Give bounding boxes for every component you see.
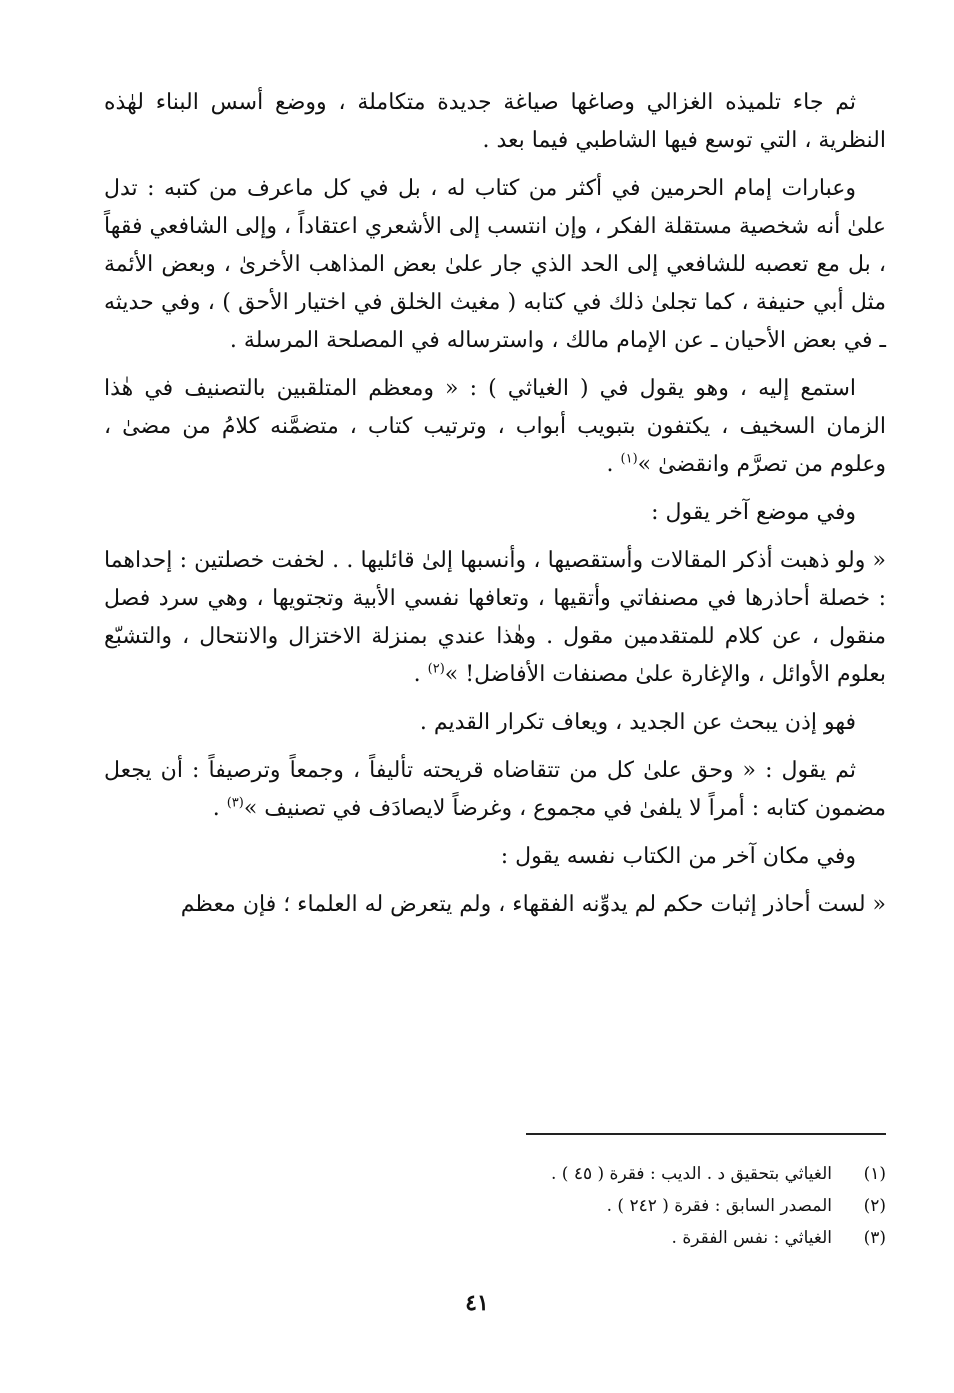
footnote xyxy=(104,1190,886,1222)
footnote-number: (٣) xyxy=(863,1228,886,1248)
footnote xyxy=(104,1158,886,1190)
footnote-number: (٢) xyxy=(863,1196,886,1216)
paragraph: فهو إذن يبحث عن الجديد ، ويعاف تكرار القديم . xyxy=(419,710,856,735)
footnote-separator xyxy=(526,1133,886,1135)
quote-paragraph: « لست أحاذر إثبات حكم لم يدوِّنه الفقهاء ، ولم يتعرض له العلماء ؛ فإن معظم xyxy=(180,892,886,917)
footnote xyxy=(104,1222,886,1254)
footnote-text: المصدر السابق : فقرة ( ٢٤٢ ) . xyxy=(606,1196,832,1216)
paragraph: ثم يقول : « وحق علىٰ كل من تتقاضاه قريحته تأليفاً ، وجمعاً وترصيفاً : أن يجعل مضمون كتابه : أمراً لا يلفىٰ في مجموع ، وغرضاً لايصادَف في تصنيف »$^{(٣)}$ . xyxy=(104,758,886,821)
paragraph: وعبارات إمام الحرمين في أكثر من كتاب له ، بل في كل ماعرف من كتبه : تدل علىٰ أنه شخصية مستقلة الفكر ، وإن انتسب إلى الأشعري اعتقاداً ، وإلى الشافعي فقهاً ، بل مع تعصبه للشافعي إلى الحد الذي جار علىٰ بعض المذاهب الأخرىٰ ، وبعض الأئمة مثل أبي حنيفة ، كما تجلىٰ ذلك في كتابه ( مغيث الخلق في اختيار الأحق ) ، وفي حديثه ـ في بعض الأحيان ـ عن الإمام مالك ، واسترساله في المصلحة المرسلة . xyxy=(104,176,886,353)
footnotes xyxy=(104,1158,886,1254)
paragraph: وفي مكان آخر من الكتاب نفسه يقول : xyxy=(500,844,856,869)
footnote-text: الغياثي بتحقيق د . الديب : فقرة ( ٤٥ ) . xyxy=(551,1164,832,1184)
footnote-ref[interactable]: (١) xyxy=(620,451,638,467)
main-text xyxy=(104,84,886,934)
footnote-text: الغياثي : نفس الفقرة . xyxy=(671,1228,832,1248)
quote-paragraph: « ولو ذهبت أذكر المقالات وأستقصيها ، وأنسبها إلىٰ قائليها . . لخفت خصلتين : إحداهما : خصلة أحاذرها في مصنفاتي وأتقيها ، وتعافها نفسي الأبية وتجتويها ، وهي سرد فصل منقول ، عن كلام للمتقدمين مقول . وهٰذا عندي بمنزلة الاختزال والانتحال ، والتشبّع بعلوم الأوائل ، والإغارة علىٰ مصنفات الأفاضل! »$^{(٢)}$ . xyxy=(104,548,886,687)
footnote-ref[interactable]: (٣) xyxy=(226,795,244,811)
footnote-number: (١) xyxy=(863,1164,886,1184)
footnote-ref[interactable]: (٢) xyxy=(427,661,445,677)
page-number: ٤١ xyxy=(465,1290,489,1316)
paragraph: وفي موضع آخر يقول : xyxy=(651,500,856,525)
paragraph: ثم جاء تلميذه الغزالي وصاغها صياغة جديدة متكاملة ، ووضع أسس البناء لهٰذه النظرية ، التي توسع فيها الشاطبي فيما بعد . xyxy=(104,90,886,153)
paragraph: استمع إليه ، وهو يقول في ( الغياثي ) : « ومعظم المتلقبين بالتصنيف في هٰذا الزمان السخيف ، يكتفون بتبويب أبواب ، وترتيب كتاب ، متضمَّنه كلامُ من مضىٰ ، وعلوم من تصرَّم وانقضىٰ »$^{(١)}$ . xyxy=(104,376,886,477)
